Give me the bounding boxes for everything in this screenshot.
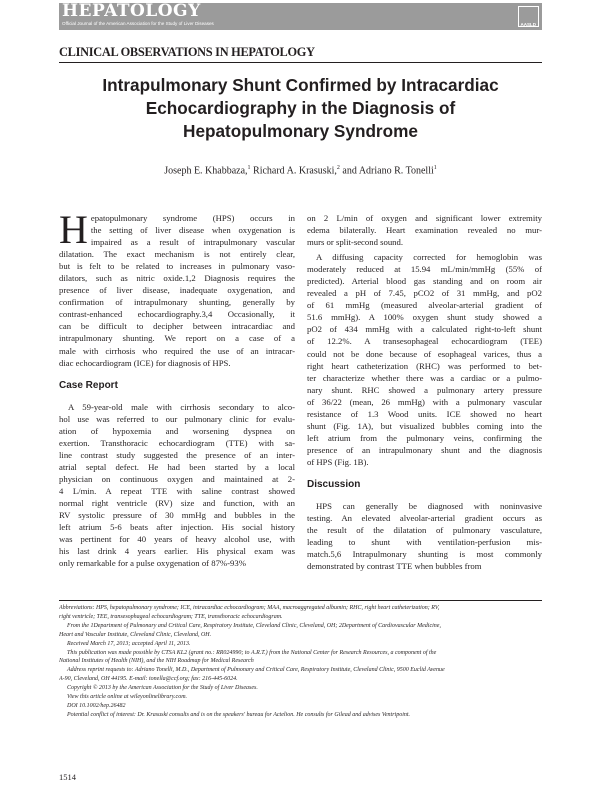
- article-title: [59, 74, 542, 143]
- page-number: 1514: [59, 772, 76, 782]
- case-report-line: RV systolic pressure of 30 mmHg and bubbles in the: [59, 510, 295, 521]
- intro-lines: [59, 207, 295, 369]
- case-report-line: only remarkable for a pulse oxygenation of 87%-93%: [59, 558, 246, 569]
- footnotes: [59, 604, 542, 720]
- drop-cap: H: [59, 207, 88, 252]
- footnote-line: This publication was made possible by CTSA KL2 (grant no.: RR024990; to A.R.T.) from the National Center for Research Resources, a component of the: [67, 649, 437, 656]
- body-line: pO2 of 434 mmHg with a calculated right-to-left shunt: [307, 324, 542, 335]
- body-line: A diffusing capacity corrected for hemoglobin was: [316, 252, 542, 263]
- discussion-line: testing. An elevated alveolar-arterial gradient occurs as: [307, 513, 542, 524]
- body-line: murs or split-second sound.: [307, 237, 404, 248]
- author-conjunction: and: [342, 165, 357, 177]
- title-line: Intrapulmonary Shunt Confirmed by Intracardiac: [102, 75, 499, 95]
- footnote-line: Potential conflict of interest: Dr. Krasuski consults and is on the speakers' bureau for Actelion. He consults for Gilead and advises Ventripoint.: [67, 711, 411, 718]
- case-report-line: was pertinent for 40 years of heavy alcohol use, with: [59, 534, 295, 545]
- footnote-line: View this article online at wileyonlinelibrary.com.: [67, 694, 188, 701]
- body-line: right heart catheterization (RHC) was performed to bet-: [307, 360, 542, 371]
- title-line: Hepatopulmonary Syndrome: [183, 121, 418, 141]
- right-column: [307, 212, 542, 572]
- body-line: on 2 L/min of oxygen and significant lower extremity: [307, 213, 542, 223]
- title-line: Echocardiography in the Diagnosis of: [145, 98, 456, 118]
- body-line: of 36/22 (mean, 26 mmHg) with a pulmonary vascular: [307, 396, 542, 407]
- case-report-line: normal right ventricle (RV) size and function, with an: [59, 497, 295, 508]
- author-name: Joseph E. Khabbaza,: [164, 165, 248, 177]
- intro-line: male with cirrhosis who required the use of an intracar-: [59, 345, 295, 356]
- intro-line: dilators, such as nitric oxide.1,2 Diagnosis requires the: [59, 273, 295, 284]
- body-line: resistance of 1.3 Wood units. ICE showed no heart: [307, 408, 542, 419]
- case-report-line: his last drink 4 years earlier. His physical exam was: [59, 546, 295, 557]
- intro-line: impaired as a result of intrapulmonary vascular: [90, 237, 295, 248]
- footnote-divider: [59, 600, 542, 601]
- discussion-heading: Discussion: [307, 478, 361, 490]
- body-line: ter characterize whether there was a cardiac or a pulmo-: [307, 372, 542, 383]
- footnote-line: Received March 17, 2013; accepted April 11, 2013.: [67, 640, 191, 647]
- case-report-line: atrial septal defect. He had been started by a local: [59, 461, 295, 472]
- intro-line: contrast-enhanced echocardiography.3,4 Occasionally, it: [59, 309, 295, 320]
- intro-line: can be difficult to decipher between intracardiac and: [59, 321, 295, 332]
- footnote-line: Heart and Vascular Institute, Cleveland Clinic, Cleveland, OH.: [59, 631, 212, 638]
- footnote-line: Copyright © 2013 by the American Association for the Study of Liver Diseases.: [67, 685, 258, 692]
- body-line: of 12.2%. A transesophageal echocardiogram (TEE): [307, 336, 542, 347]
- case-report-paragraph: [59, 401, 295, 570]
- aasld-logo-text: AASLD: [520, 22, 536, 27]
- body-line: revealed a pH of 7.45, pCO2 of 31 mmHg, and pO2: [307, 288, 542, 299]
- body-line: of HPS (Fig. 1B).: [307, 456, 369, 467]
- intro-line: intrapulmonary shunting. We report on a case of a: [59, 333, 295, 344]
- body-line: left atrium from the pulmonary veins, confirming the: [307, 432, 542, 443]
- journal-header-bar: [59, 3, 542, 30]
- body-line: 51.6 mmHg). A 100% oxygen shunt study showed a: [307, 312, 542, 323]
- case-report-line: left atrium 5-6 beats after injection. His social history: [59, 522, 295, 533]
- discussion-paragraph: [307, 500, 542, 572]
- journal-subtitle: Official Journal of the American Association for the Study of Liver Diseases: [62, 21, 214, 26]
- intro-line: diac echocardiogram (ICE) for diagnosis of HPS.: [59, 357, 231, 368]
- intro-line: presence of liver disease, inadequate oxygenation, and: [59, 285, 295, 296]
- footnote-line: right ventricle; TEE, transesophageal echocardiogram; TTE, transthoracic echocardiogram.: [59, 613, 283, 620]
- body-line: moderately reduced at 15.94 mL/min/mmHg (55% of: [307, 264, 542, 275]
- author-affiliation-mark: 1: [433, 165, 437, 171]
- discussion-line: the result of the dilatation of pulmonary vasculature,: [307, 525, 542, 536]
- section-divider: [59, 62, 542, 63]
- case-report-heading: Case Report: [59, 379, 118, 391]
- body-line: nary shunt. RHC showed a pulmonary artery pressure: [307, 384, 542, 395]
- intro-paragraph: [59, 207, 295, 369]
- author-affiliation-mark: 1: [247, 165, 251, 171]
- body-line: could not be done because of esophageal varices, thus a: [307, 348, 542, 359]
- footnote-line: Abbreviations: HPS, hepatopulmonary syndrome; ICE, intracardiac echocardiogram; MAA, macroaggregated albumin; RHC, right heart catheterization; RV,: [59, 605, 440, 611]
- left-column: [59, 207, 295, 569]
- author-name: Richard A. Krasuski,: [253, 165, 337, 177]
- footnote-line: From the 1Department of Pulmonary and Critical Care, Respiratory Institute, Cleveland Clinic, Cleveland, OH; 2Department of Cardiovascular Medicine,: [67, 622, 441, 629]
- author-affiliation-mark: 2: [336, 165, 340, 171]
- case-report-line: exertion. Transthoracic echocardiogram (TTE) with sa-: [59, 437, 295, 448]
- footnote-line: DOI 10.1002/hep.26482: [67, 702, 126, 709]
- footnote-line: A-90, Cleveland, OH 44195. E-mail: tonella@ccf.org; fax: 216-445-6024.: [59, 676, 238, 683]
- intro-line: confirmation of intrapulmonary shunting, generally by: [59, 297, 295, 308]
- author-name: Adriano R. Tonelli: [358, 165, 434, 177]
- intro-line: the setting of liver disease when oxygenation is: [90, 225, 295, 236]
- discussion-line: match.5,6 Intrapulmonary shunting is most commonly: [307, 549, 542, 560]
- discussion-line: leading to shunt with ventilation-perfusion mis-: [307, 537, 542, 548]
- case-report-line: line contrast study suggested the presence of an inter-: [59, 449, 295, 460]
- case-report-line: 4 L/min. A repeat TTE with saline contrast showed: [59, 485, 295, 496]
- case-report-line: ation of hypoxemia and worsening dyspnea on: [59, 425, 295, 436]
- discussion-line: demonstrated by contrast TTE when bubbles from: [307, 561, 482, 572]
- journal-title: HEPATOLOGY: [62, 1, 201, 21]
- diffusing-capacity-paragraph: [307, 251, 542, 468]
- case-report-line: physician on continuous oxygen and maintained at 2-: [59, 473, 295, 484]
- case-report-line: A 59-year-old male with cirrhosis secondary to alco-: [68, 401, 295, 412]
- intro-line: but is felt to be related to increases in pulmonary vaso-: [59, 261, 295, 272]
- section-label: CLINICAL OBSERVATIONS IN HEPATOLOGY: [59, 44, 315, 59]
- case-report-line: hol use was referred to our pulmonary clinic for evalu-: [59, 413, 295, 424]
- intro-line: dilatation. The exact mechanism is not entirely clear,: [59, 249, 295, 260]
- author-list: [59, 165, 542, 176]
- intro-line: epatopulmonary syndrome (HPS) occurs in: [90, 213, 295, 223]
- body-line: predicted). Arterial blood gas standing and on room air: [307, 276, 542, 287]
- body-line: of 61 mmHg (measured alveolar-arterial gradient of: [307, 300, 542, 311]
- footnote-line: National Institutes of Health (NIH), and the NIH Roadmap for Medical Research: [59, 658, 254, 665]
- body-line: shunt (Fig. 1A), but visualized bubbles coming into the: [307, 420, 542, 431]
- body-line: edema bilaterally. Heart examination revealed no mur-: [307, 225, 542, 236]
- discussion-line: HPS can generally be diagnosed with noninvasive: [316, 500, 542, 511]
- case-continued-paragraph: [307, 212, 542, 248]
- footnote-line: Address reprint requests to: Adriano Tonelli, M.D., Department of Pulmonary and Critical Care, Respiratory Institute, Cleveland Clinic, 9500 Euclid Avenue: [67, 667, 445, 674]
- body-line: presence of an intrapulmonary shunt and the diagnosis: [307, 444, 542, 455]
